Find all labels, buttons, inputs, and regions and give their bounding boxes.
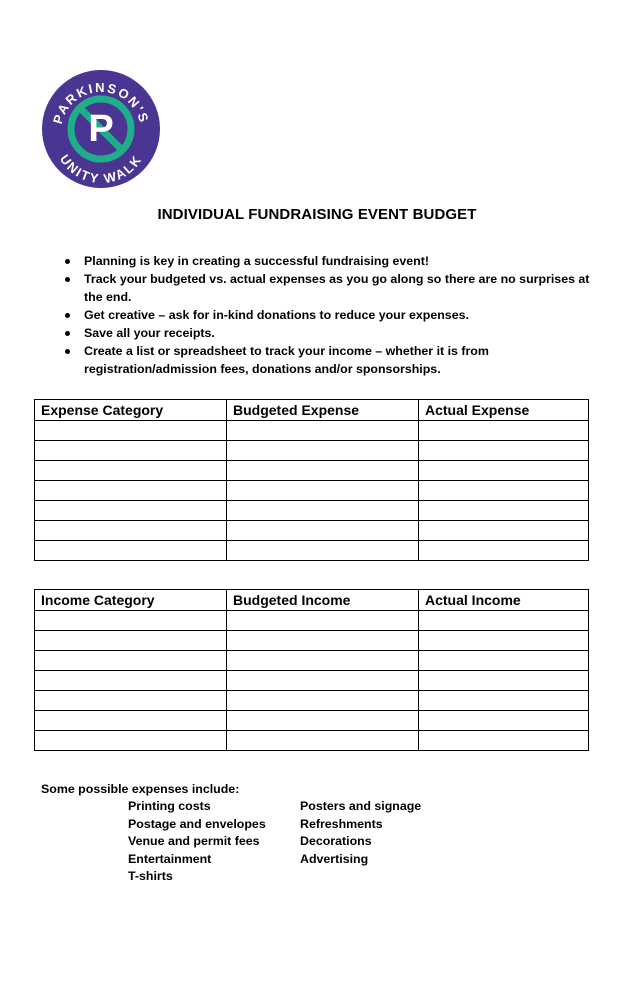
table-cell[interactable] xyxy=(419,671,589,691)
table-cell[interactable] xyxy=(419,501,589,521)
table-cell[interactable] xyxy=(419,481,589,501)
list-item: Posters and signage xyxy=(300,799,422,813)
table-row xyxy=(35,421,589,441)
expense-table xyxy=(34,399,589,561)
table-cell[interactable] xyxy=(419,611,589,631)
table-row xyxy=(35,671,589,691)
table-cell[interactable] xyxy=(35,651,227,671)
page-title: INDIVIDUAL FUNDRAISING EVENT BUDGET xyxy=(157,206,477,223)
list-item: T-shirts xyxy=(128,869,173,884)
possible-expenses-heading: Some possible expenses include: xyxy=(41,782,240,796)
table-row xyxy=(35,501,589,521)
table-cell[interactable] xyxy=(35,691,227,711)
income-category-header: Income Category xyxy=(35,590,227,611)
table-cell[interactable] xyxy=(227,651,419,671)
actual-expense-header: Actual Expense xyxy=(419,400,589,421)
income-table xyxy=(34,589,589,751)
table-cell[interactable] xyxy=(35,631,227,651)
actual-income-header: Actual Income xyxy=(419,590,589,611)
logo-graphic xyxy=(40,70,162,188)
table-cell[interactable] xyxy=(419,651,589,671)
table-cell[interactable] xyxy=(227,731,419,751)
income-header-row xyxy=(35,590,589,611)
tip-item: Create a list or spreadsheet to track your income – whether it is from registration/admission fees, donations and/or sponsorships. xyxy=(60,342,600,378)
svg-text:UNITY WALK: UNITY WALK xyxy=(56,151,146,187)
table-row xyxy=(35,521,589,541)
expense-category-header: Expense Category xyxy=(35,400,227,421)
tip-item: Get creative – ask for in-kind donations to reduce your expenses. xyxy=(60,306,600,324)
table-row xyxy=(35,481,589,501)
table-row xyxy=(35,651,589,671)
table-cell[interactable] xyxy=(35,521,227,541)
possible-expenses-column-b xyxy=(300,798,421,868)
list-item: Entertainment xyxy=(128,851,212,866)
list-item: Postage and envelopes xyxy=(128,816,266,831)
table-cell[interactable] xyxy=(35,731,227,751)
tip-item: Track your budgeted vs. actual expenses as you go along so there are no surprises at the end. xyxy=(60,270,600,306)
table-cell[interactable] xyxy=(35,541,227,561)
table-row xyxy=(35,441,589,461)
table-cell[interactable] xyxy=(35,671,227,691)
possible-expenses-column-a xyxy=(128,798,266,886)
list-item: Decorations xyxy=(300,834,372,849)
table-cell[interactable] xyxy=(419,541,589,561)
tip-item: Planning is key in creating a successful fundraising event! xyxy=(60,252,600,270)
table-cell[interactable] xyxy=(227,481,419,501)
table-cell[interactable] xyxy=(35,421,227,441)
table-cell[interactable] xyxy=(227,711,419,731)
table-cell[interactable] xyxy=(35,501,227,521)
table-cell[interactable] xyxy=(419,521,589,541)
table-row xyxy=(35,541,589,561)
tips-list xyxy=(60,252,600,378)
table-cell[interactable] xyxy=(35,611,227,631)
svg-text:P: P xyxy=(88,108,114,150)
table-cell[interactable] xyxy=(35,441,227,461)
list-item: Refreshments xyxy=(300,816,383,831)
table-cell[interactable] xyxy=(419,731,589,751)
table-cell[interactable] xyxy=(419,711,589,731)
table-cell[interactable] xyxy=(35,461,227,481)
table-cell[interactable] xyxy=(227,441,419,461)
svg-text:PARKINSON'S: PARKINSON'S xyxy=(49,79,153,126)
table-cell[interactable] xyxy=(227,611,419,631)
table-cell[interactable] xyxy=(227,501,419,521)
table-cell[interactable] xyxy=(227,691,419,711)
table-cell[interactable] xyxy=(419,691,589,711)
budgeted-income-header: Budgeted Income xyxy=(227,590,419,611)
table-cell[interactable] xyxy=(227,631,419,651)
table-row xyxy=(35,711,589,731)
list-item: Advertising xyxy=(300,851,369,866)
table-cell[interactable] xyxy=(227,461,419,481)
list-item: Printing costs xyxy=(128,799,211,813)
table-row xyxy=(35,731,589,751)
table-cell[interactable] xyxy=(35,711,227,731)
table-cell[interactable] xyxy=(419,461,589,481)
table-cell[interactable] xyxy=(419,421,589,441)
table-cell[interactable] xyxy=(419,441,589,461)
budgeted-expense-header: Budgeted Expense xyxy=(227,400,419,421)
table-cell[interactable] xyxy=(227,671,419,691)
parkinsons-unity-walk-logo xyxy=(40,70,162,188)
table-row xyxy=(35,461,589,481)
table-row xyxy=(35,691,589,711)
table-cell[interactable] xyxy=(419,631,589,651)
list-item: Venue and permit fees xyxy=(128,834,260,849)
table-cell[interactable] xyxy=(227,541,419,561)
table-cell[interactable] xyxy=(227,521,419,541)
table-row xyxy=(35,611,589,631)
table-row xyxy=(35,631,589,651)
expense-header-row xyxy=(35,400,589,421)
table-cell[interactable] xyxy=(35,481,227,501)
table-cell[interactable] xyxy=(227,421,419,441)
tip-item: Save all your receipts. xyxy=(60,324,600,342)
